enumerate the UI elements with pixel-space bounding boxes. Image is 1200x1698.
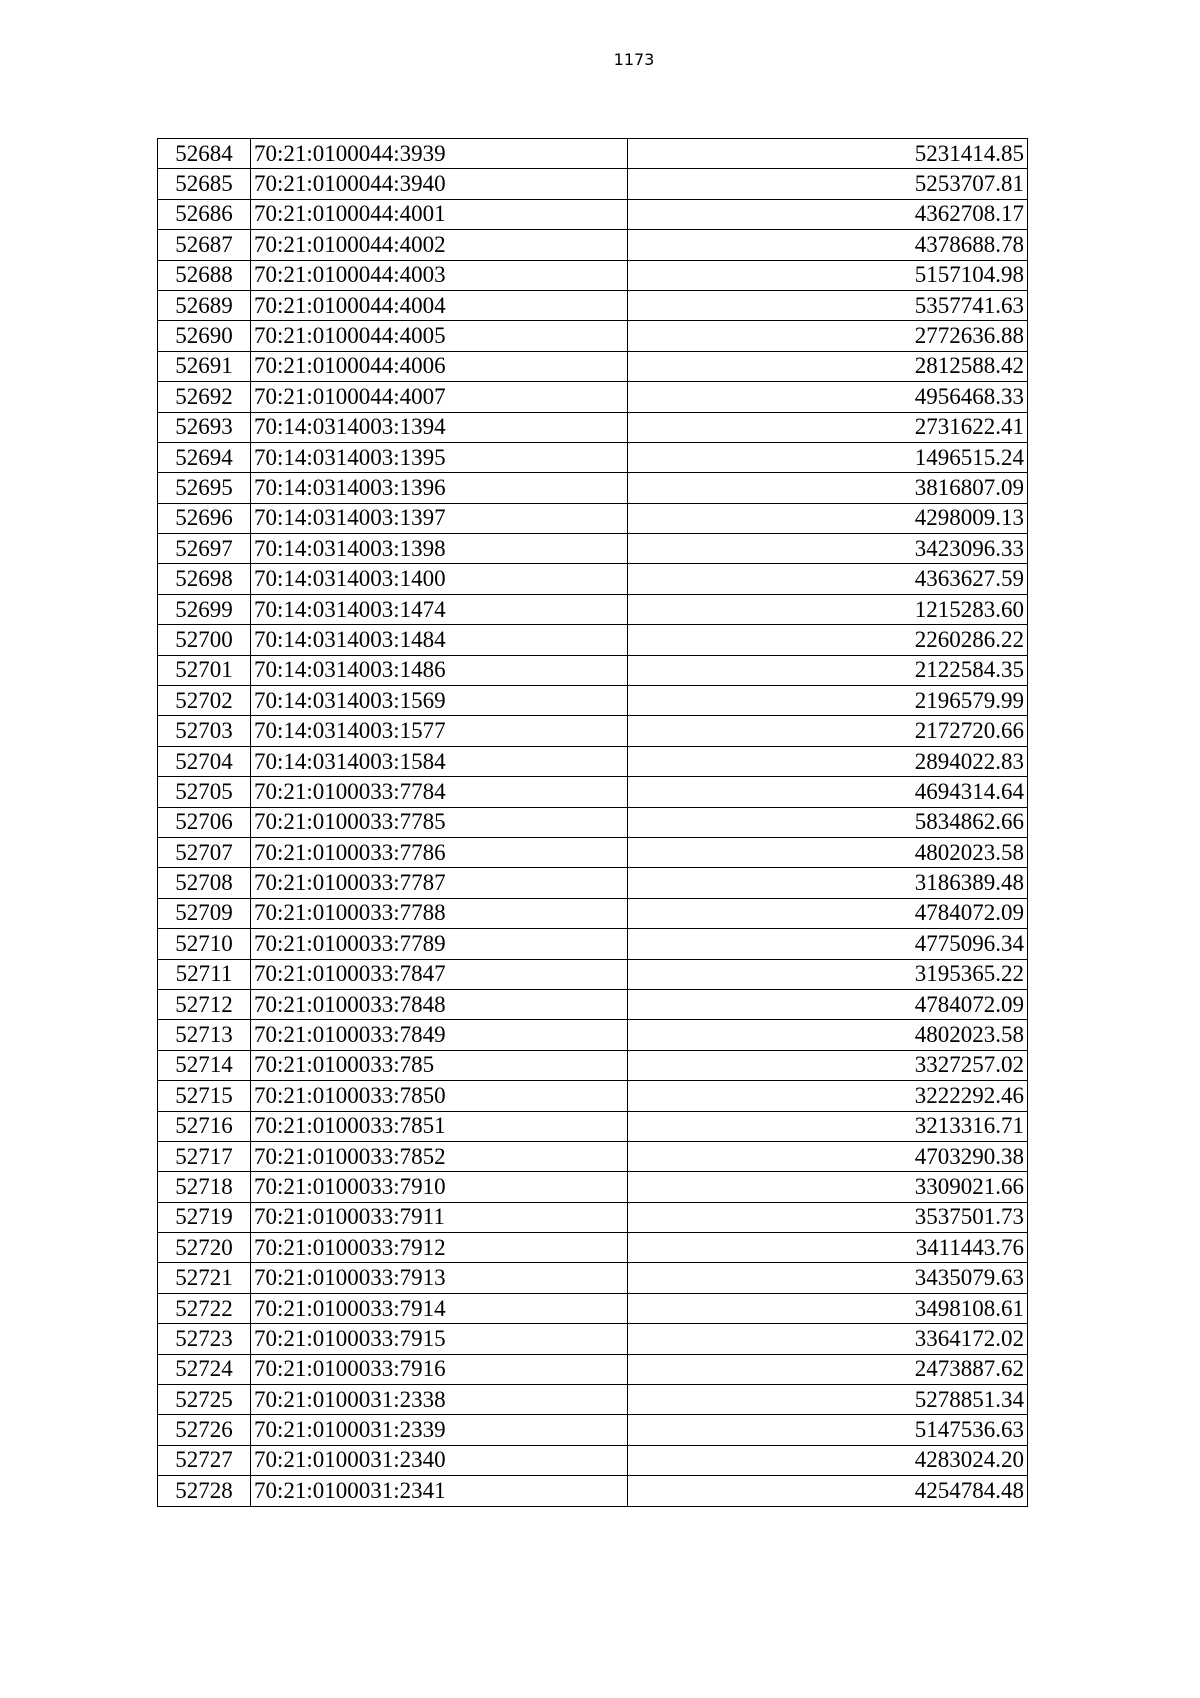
table-row <box>158 1263 1028 1293</box>
table-row <box>158 1233 1028 1263</box>
table-row <box>158 594 1028 624</box>
row-number-cell: 52697 <box>158 534 251 564</box>
table-row <box>158 1293 1028 1323</box>
cadastral-number-cell: 70:21:0100033:7789 <box>251 929 628 959</box>
cadastral-value-cell: 3222292.46 <box>628 1081 1028 1111</box>
row-number-cell: 52721 <box>158 1263 251 1293</box>
table-row <box>158 716 1028 746</box>
cadastral-number-cell: 70:21:0100033:7911 <box>251 1202 628 1232</box>
table-row <box>158 473 1028 503</box>
table-row <box>158 1445 1028 1475</box>
table-row <box>158 1141 1028 1171</box>
row-number-cell: 52684 <box>158 139 251 169</box>
row-number-cell: 52688 <box>158 260 251 290</box>
row-number-cell: 52699 <box>158 594 251 624</box>
cadastral-number-cell: 70:21:0100033:7848 <box>251 989 628 1019</box>
table-row <box>158 534 1028 564</box>
cadastral-number-cell: 70:21:0100033:785 <box>251 1050 628 1080</box>
row-number-cell: 52706 <box>158 807 251 837</box>
row-number-cell: 52723 <box>158 1324 251 1354</box>
row-number-cell: 52707 <box>158 837 251 867</box>
row-number-cell: 52722 <box>158 1293 251 1323</box>
cadastral-value-cell: 5834862.66 <box>628 807 1028 837</box>
cadastral-number-cell: 70:21:0100033:7847 <box>251 959 628 989</box>
cadastral-number-cell: 70:14:0314003:1397 <box>251 503 628 533</box>
cadastral-value-cell: 4362708.17 <box>628 199 1028 229</box>
cadastral-value-cell: 2260286.22 <box>628 625 1028 655</box>
table-row <box>158 1385 1028 1415</box>
cadastral-value-cell: 4956468.33 <box>628 382 1028 412</box>
cadastral-value-cell: 2172720.66 <box>628 716 1028 746</box>
table-row <box>158 1476 1028 1506</box>
cadastral-value-cell: 2473887.62 <box>628 1354 1028 1384</box>
cadastral-value-cell: 4363627.59 <box>628 564 1028 594</box>
cadastral-number-cell: 70:14:0314003:1484 <box>251 625 628 655</box>
table-row <box>158 746 1028 776</box>
cadastral-number-cell: 70:21:0100044:4004 <box>251 290 628 320</box>
row-number-cell: 52703 <box>158 716 251 746</box>
cadastral-number-cell: 70:21:0100033:7914 <box>251 1293 628 1323</box>
table-row <box>158 230 1028 260</box>
cadastral-value-cell: 4254784.48 <box>628 1476 1028 1506</box>
row-number-cell: 52728 <box>158 1476 251 1506</box>
row-number-cell: 52691 <box>158 351 251 381</box>
cadastral-number-cell: 70:21:0100044:3940 <box>251 169 628 199</box>
table-row <box>158 412 1028 442</box>
cadastral-value-cell: 3816807.09 <box>628 473 1028 503</box>
cadastral-value-cell: 3327257.02 <box>628 1050 1028 1080</box>
cadastral-value-table <box>157 138 1028 1507</box>
table-row <box>158 929 1028 959</box>
cadastral-number-cell: 70:21:0100044:4001 <box>251 199 628 229</box>
cadastral-number-cell: 70:21:0100033:7912 <box>251 1233 628 1263</box>
cadastral-number-cell: 70:21:0100044:4003 <box>251 260 628 290</box>
cadastral-value-cell: 5157104.98 <box>628 260 1028 290</box>
cadastral-value-cell: 4298009.13 <box>628 503 1028 533</box>
cadastral-number-cell: 70:21:0100033:7786 <box>251 837 628 867</box>
cadastral-number-cell: 70:21:0100033:7788 <box>251 898 628 928</box>
cadastral-number-cell: 70:21:0100033:7913 <box>251 1263 628 1293</box>
cadastral-number-cell: 70:14:0314003:1569 <box>251 686 628 716</box>
row-number-cell: 52710 <box>158 929 251 959</box>
table-row <box>158 351 1028 381</box>
table-row <box>158 625 1028 655</box>
row-number-cell: 52687 <box>158 230 251 260</box>
cadastral-number-cell: 70:14:0314003:1400 <box>251 564 628 594</box>
cadastral-value-cell: 3195365.22 <box>628 959 1028 989</box>
row-number-cell: 52717 <box>158 1141 251 1171</box>
cadastral-number-cell: 70:14:0314003:1395 <box>251 442 628 472</box>
table-row <box>158 1202 1028 1232</box>
cadastral-number-cell: 70:21:0100033:7785 <box>251 807 628 837</box>
cadastral-value-cell: 1215283.60 <box>628 594 1028 624</box>
row-number-cell: 52702 <box>158 686 251 716</box>
row-number-cell: 52686 <box>158 199 251 229</box>
row-number-cell: 52713 <box>158 1020 251 1050</box>
cadastral-number-cell: 70:21:0100033:7849 <box>251 1020 628 1050</box>
table-row <box>158 1324 1028 1354</box>
cadastral-value-cell: 2731622.41 <box>628 412 1028 442</box>
cadastral-value-cell: 2196579.99 <box>628 686 1028 716</box>
table-row <box>158 199 1028 229</box>
row-number-cell: 52692 <box>158 382 251 412</box>
row-number-cell: 52720 <box>158 1233 251 1263</box>
cadastral-number-cell: 70:21:0100033:7851 <box>251 1111 628 1141</box>
cadastral-value-cell: 3537501.73 <box>628 1202 1028 1232</box>
cadastral-value-cell: 3213316.71 <box>628 1111 1028 1141</box>
cadastral-value-cell: 2894022.83 <box>628 746 1028 776</box>
row-number-cell: 52712 <box>158 989 251 1019</box>
row-number-cell: 52695 <box>158 473 251 503</box>
table-row <box>158 1111 1028 1141</box>
cadastral-number-cell: 70:14:0314003:1396 <box>251 473 628 503</box>
row-number-cell: 52704 <box>158 746 251 776</box>
table-row <box>158 959 1028 989</box>
cadastral-number-cell: 70:14:0314003:1584 <box>251 746 628 776</box>
row-number-cell: 52726 <box>158 1415 251 1445</box>
cadastral-value-cell: 5147536.63 <box>628 1415 1028 1445</box>
row-number-cell: 52693 <box>158 412 251 442</box>
cadastral-value-cell: 2122584.35 <box>628 655 1028 685</box>
cadastral-number-cell: 70:14:0314003:1577 <box>251 716 628 746</box>
row-number-cell: 52708 <box>158 868 251 898</box>
cadastral-value-cell: 1496515.24 <box>628 442 1028 472</box>
table-row <box>158 321 1028 351</box>
cadastral-number-cell: 70:21:0100033:7915 <box>251 1324 628 1354</box>
page-number: 1173 <box>613 50 655 69</box>
table-row <box>158 1354 1028 1384</box>
table-row <box>158 1081 1028 1111</box>
table-row <box>158 139 1028 169</box>
cadastral-number-cell: 70:21:0100044:4006 <box>251 351 628 381</box>
cadastral-value-cell: 3309021.66 <box>628 1172 1028 1202</box>
cadastral-value-cell: 2772636.88 <box>628 321 1028 351</box>
cadastral-number-cell: 70:14:0314003:1394 <box>251 412 628 442</box>
cadastral-value-cell: 4802023.58 <box>628 837 1028 867</box>
cadastral-number-cell: 70:21:0100044:4002 <box>251 230 628 260</box>
table-row <box>158 382 1028 412</box>
table-row <box>158 1172 1028 1202</box>
table-row <box>158 442 1028 472</box>
cadastral-value-cell: 5231414.85 <box>628 139 1028 169</box>
cadastral-value-cell: 5278851.34 <box>628 1385 1028 1415</box>
cadastral-value-cell: 3498108.61 <box>628 1293 1028 1323</box>
table-row <box>158 169 1028 199</box>
table-row <box>158 1415 1028 1445</box>
row-number-cell: 52698 <box>158 564 251 594</box>
cadastral-value-cell: 4283024.20 <box>628 1445 1028 1475</box>
cadastral-number-cell: 70:21:0100044:3939 <box>251 139 628 169</box>
row-number-cell: 52694 <box>158 442 251 472</box>
table-row <box>158 868 1028 898</box>
cadastral-number-cell: 70:21:0100033:7910 <box>251 1172 628 1202</box>
row-number-cell: 52725 <box>158 1385 251 1415</box>
cadastral-value-cell: 4784072.09 <box>628 898 1028 928</box>
cadastral-value-cell: 4703290.38 <box>628 1141 1028 1171</box>
row-number-cell: 52700 <box>158 625 251 655</box>
cadastral-value-cell: 4784072.09 <box>628 989 1028 1019</box>
row-number-cell: 52727 <box>158 1445 251 1475</box>
cadastral-number-cell: 70:14:0314003:1474 <box>251 594 628 624</box>
cadastral-value-cell: 2812588.42 <box>628 351 1028 381</box>
row-number-cell: 52711 <box>158 959 251 989</box>
cadastral-number-cell: 70:21:0100031:2341 <box>251 1476 628 1506</box>
cadastral-number-cell: 70:14:0314003:1486 <box>251 655 628 685</box>
table-row <box>158 807 1028 837</box>
row-number-cell: 52701 <box>158 655 251 685</box>
table-row <box>158 898 1028 928</box>
table-row <box>158 564 1028 594</box>
table-row <box>158 686 1028 716</box>
cadastral-number-cell: 70:14:0314003:1398 <box>251 534 628 564</box>
row-number-cell: 52718 <box>158 1172 251 1202</box>
cadastral-number-cell: 70:21:0100033:7784 <box>251 777 628 807</box>
table-row <box>158 777 1028 807</box>
table-row <box>158 655 1028 685</box>
cadastral-value-cell: 4378688.78 <box>628 230 1028 260</box>
cadastral-number-cell: 70:21:0100033:7852 <box>251 1141 628 1171</box>
table-row <box>158 1020 1028 1050</box>
row-number-cell: 52690 <box>158 321 251 351</box>
cadastral-number-cell: 70:21:0100031:2338 <box>251 1385 628 1415</box>
row-number-cell: 52719 <box>158 1202 251 1232</box>
cadastral-number-cell: 70:21:0100033:7916 <box>251 1354 628 1384</box>
table-row <box>158 503 1028 533</box>
row-number-cell: 52724 <box>158 1354 251 1384</box>
cadastral-value-cell: 3186389.48 <box>628 868 1028 898</box>
row-number-cell: 52709 <box>158 898 251 928</box>
cadastral-value-cell: 3411443.76 <box>628 1233 1028 1263</box>
cadastral-value-cell: 4802023.58 <box>628 1020 1028 1050</box>
row-number-cell: 52705 <box>158 777 251 807</box>
table-body <box>158 139 1028 1507</box>
table-row <box>158 260 1028 290</box>
cadastral-value-cell: 3423096.33 <box>628 534 1028 564</box>
cadastral-value-cell: 4694314.64 <box>628 777 1028 807</box>
cadastral-number-cell: 70:21:0100031:2340 <box>251 1445 628 1475</box>
cadastral-number-cell: 70:21:0100031:2339 <box>251 1415 628 1445</box>
table-row <box>158 989 1028 1019</box>
row-number-cell: 52716 <box>158 1111 251 1141</box>
table-row <box>158 1050 1028 1080</box>
row-number-cell: 52685 <box>158 169 251 199</box>
table-row <box>158 290 1028 320</box>
row-number-cell: 52715 <box>158 1081 251 1111</box>
cadastral-number-cell: 70:21:0100033:7787 <box>251 868 628 898</box>
row-number-cell: 52689 <box>158 290 251 320</box>
table-row <box>158 837 1028 867</box>
cadastral-value-cell: 3435079.63 <box>628 1263 1028 1293</box>
cadastral-number-cell: 70:21:0100044:4005 <box>251 321 628 351</box>
cadastral-value-cell: 5357741.63 <box>628 290 1028 320</box>
cadastral-value-cell: 3364172.02 <box>628 1324 1028 1354</box>
cadastral-value-cell: 5253707.81 <box>628 169 1028 199</box>
cadastral-number-cell: 70:21:0100044:4007 <box>251 382 628 412</box>
cadastral-value-cell: 4775096.34 <box>628 929 1028 959</box>
cadastral-number-cell: 70:21:0100033:7850 <box>251 1081 628 1111</box>
row-number-cell: 52696 <box>158 503 251 533</box>
row-number-cell: 52714 <box>158 1050 251 1080</box>
